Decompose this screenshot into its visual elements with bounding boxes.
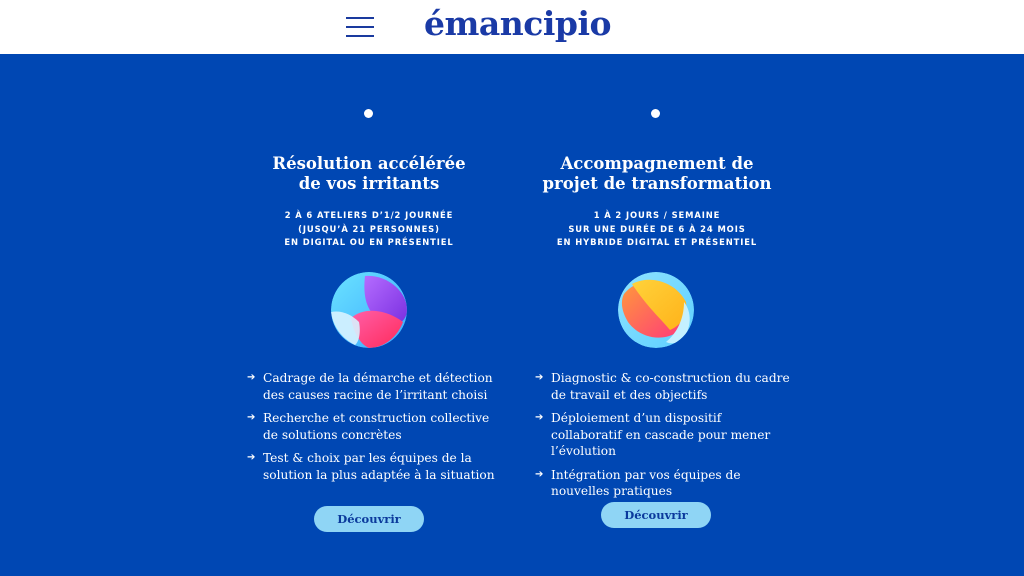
arrow-right-icon: ➔: [247, 452, 256, 463]
offer-details: [507, 209, 807, 250]
arrow-right-icon: ➔: [247, 372, 256, 383]
offer-title-line: Accompagnement de: [560, 154, 754, 173]
offer-title-line: Résolution accélérée: [272, 154, 466, 173]
list-item: [247, 410, 507, 443]
logo[interactable]: émancipio: [424, 4, 612, 43]
decorative-dot: [364, 109, 373, 118]
list-item: [247, 450, 507, 483]
offer-title: [219, 154, 519, 194]
list-item: [247, 370, 507, 403]
arrow-right-icon: ➔: [535, 372, 544, 383]
list-item: [535, 370, 795, 403]
discover-button[interactable]: Découvrir: [601, 502, 711, 528]
arrow-right-icon: ➔: [535, 468, 544, 480]
offer-detail-line: 2 À 6 ATELIERS D’1/2 JOURNÉE: [284, 210, 454, 220]
list-item-text: Test & choix par les équipes de la solution la plus adaptée à la situation: [263, 451, 495, 482]
discover-button[interactable]: Découvrir: [314, 506, 424, 532]
hamburger-menu-icon[interactable]: [346, 16, 374, 38]
header: [0, 0, 1024, 54]
offer-detail-line: EN HYBRIDE DIGITAL ET PRÉSENTIEL: [556, 237, 758, 247]
offer-details: [219, 209, 519, 250]
offer-detail-line: EN DIGITAL OU EN PRÉSENTIEL: [284, 237, 454, 247]
offer-bullet-list: [247, 370, 507, 490]
arrow-right-icon: ➔: [247, 412, 256, 423]
list-item-text: Recherche et construction collective de solutions concrètes: [263, 411, 490, 442]
list-item: [535, 467, 795, 500]
orb-illustration: [331, 272, 407, 348]
offer-bullet-list: [535, 370, 795, 507]
list-item-text: Déploiement d’un dispositif collaboratif en cascade pour mener l’évolution: [551, 411, 771, 458]
offer-title-line: projet de transformation: [542, 174, 772, 193]
arrow-right-icon: ➔: [535, 412, 544, 423]
offer-detail-line: 1 À 2 JOURS / SEMAINE: [593, 210, 721, 220]
offer-title-line: de vos irritants: [298, 174, 440, 193]
offer-detail-line: SUR UNE DURÉE DE 6 À 24 MOIS: [568, 223, 746, 234]
offer-title: [507, 154, 807, 194]
decorative-dot: [651, 109, 660, 118]
orb-illustration: [618, 272, 694, 348]
list-item-text: Cadrage de la démarche et détection des causes racine de l’irritant choisi: [263, 371, 493, 402]
offers-section: [0, 54, 1024, 576]
offer-detail-line: (JUSQU’À 21 PERSONNES): [298, 223, 440, 234]
list-item: [535, 410, 795, 460]
list-item-text: Intégration par vos équipes de nouvelles pratiques: [551, 467, 741, 498]
list-item-text: Diagnostic & co-construction du cadre de travail et des objectifs: [551, 371, 790, 402]
